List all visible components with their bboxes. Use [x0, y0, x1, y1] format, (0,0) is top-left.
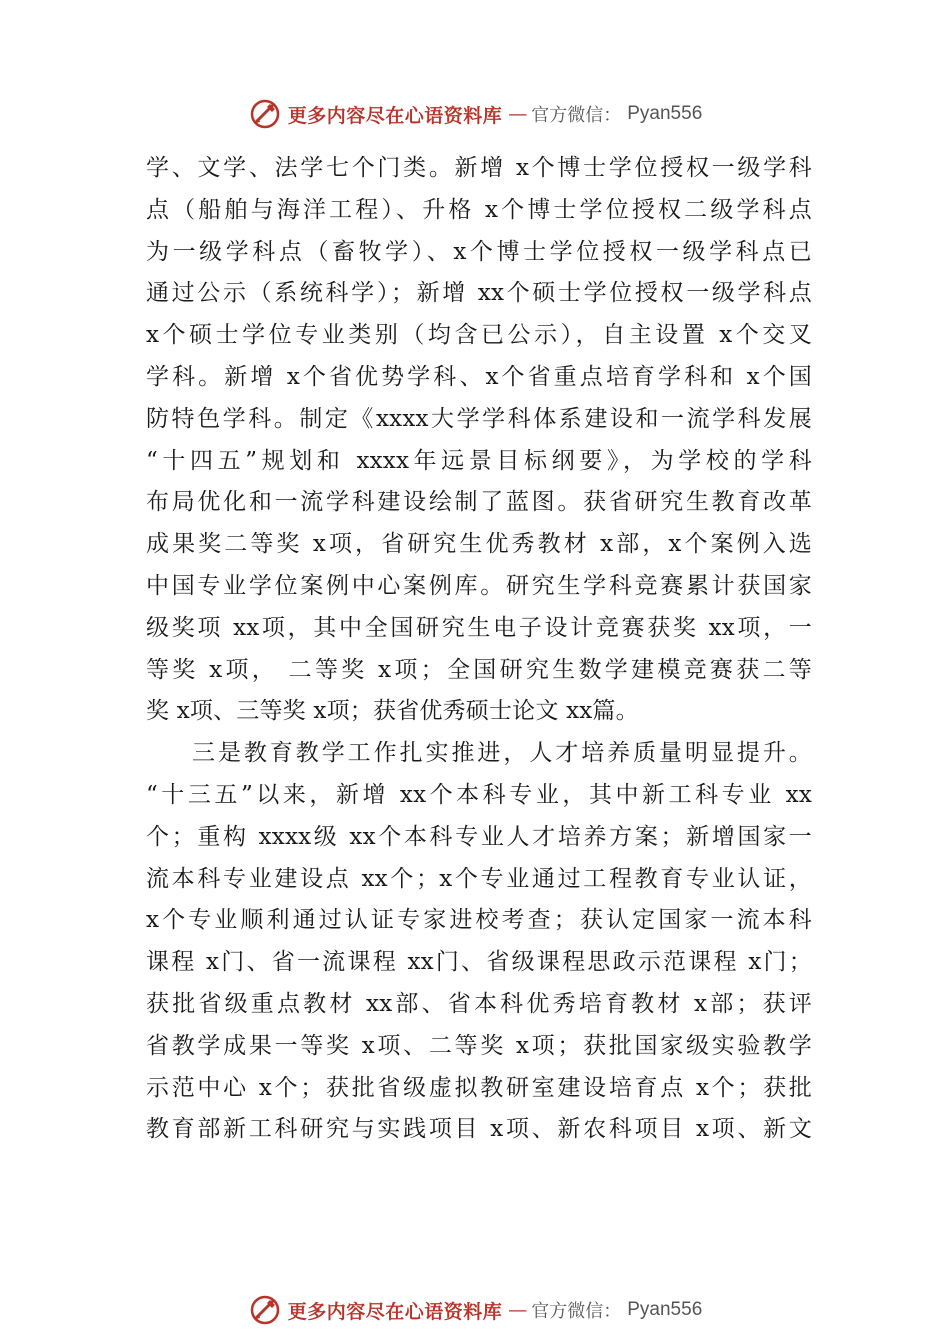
text-line: 示范中心 x个；获批省级虚拟教研室建设培育点 x个；获批 [146, 1074, 812, 1101]
text-line: 课程 x门、省一流课程 xx门、省级课程思政示范课程 x门； [146, 949, 812, 976]
text-line: 省教学成果一等奖 x项、二等奖 x项；获批国家级实验教学 [146, 1032, 812, 1059]
banner-wechat-id: Pyan556 [627, 103, 703, 124]
text-line: 三是教育教学工作扎实推进，人才培养质量明显提升。 [192, 740, 812, 767]
banner-brand-text: 更多内容尽在心语资料库 [287, 104, 503, 127]
text-line: 级奖项 xx项，其中全国研究生电子设计竞赛获奖 xx项，一 [146, 614, 812, 641]
text-line: 点（船舶与海洋工程）、升格 x个博士学位授权二级学科点 [146, 196, 812, 223]
text-line: 学科。新增 x个省优势学科、x个省重点培育学科和 x个国 [146, 363, 812, 390]
text-line: 为一级学科点（畜牧学）、x个博士学位授权一级学科点已 [146, 238, 812, 265]
text-line: 通过公示（系统科学）；新增 xx个硕士学位授权一级学科点 [146, 280, 812, 307]
text-line: 个；重构 xxxx级 xx个本科专业人才培养方案；新增国家一 [146, 823, 812, 850]
text-line: x个专业顺利通过认证专家进校考查；获认定国家一流本科 [146, 907, 812, 934]
text-line: 中国专业学位案例中心案例库。研究生学科竞赛累计获国家 [146, 572, 812, 599]
header-watermark-banner [0, 94, 950, 134]
banner-separator: — [508, 103, 526, 125]
text-line: “十四五”规划和 xxxx年远景目标纲要》，为学校的学科 [146, 447, 812, 474]
footer-watermark-banner [0, 1290, 950, 1330]
text-line: 布局优化和一流学科建设绘制了蓝图。获省研究生教育改革 [146, 489, 812, 516]
paragraph-1 [146, 148, 812, 733]
banner-official-label: 官方微信： [531, 105, 622, 126]
text-line: 奖 x项、三等奖 x项；获省优秀硕士论文 xx篇。 [146, 698, 639, 725]
brand-logo-icon [248, 1293, 282, 1327]
text-line: 防特色学科。制定《xxxx大学学科体系建设和一流学科发展 [146, 405, 812, 432]
text-line: 流本科专业建设点 xx个；x个专业通过工程教育专业认证， [146, 865, 812, 892]
text-line: 教育部新工科研究与实践项目 x项、新农科项目 x项、新文 [146, 1116, 812, 1143]
paragraph-2 [146, 733, 812, 1151]
banner-official-label: 官方微信： [531, 1301, 622, 1322]
text-line: 获批省级重点教材 xx部、省本科优秀培育教材 x部；获评 [146, 990, 812, 1017]
banner-separator: — [508, 1299, 526, 1321]
document-body [146, 148, 812, 1151]
text-line: 等奖 x项， 二等奖 x项；全国研究生数学建模竞赛获二等 [146, 656, 812, 683]
banner-brand-text: 更多内容尽在心语资料库 [287, 1300, 503, 1323]
text-line: 学、文学、法学七个门类。新增 x个博士学位授权一级学科 [146, 155, 812, 181]
banner-wechat-id: Pyan556 [627, 1299, 703, 1320]
brand-logo-icon [248, 97, 282, 131]
text-line: 成果奖二等奖 x项，省研究生优秀教材 x部，x个案例入选 [146, 531, 812, 558]
text-line: “十三五”以来，新增 xx个本科专业，其中新工科专业 xx [146, 781, 812, 808]
text-line: x个硕士学位专业类别（均含已公示），自主设置 x个交叉 [146, 322, 812, 349]
